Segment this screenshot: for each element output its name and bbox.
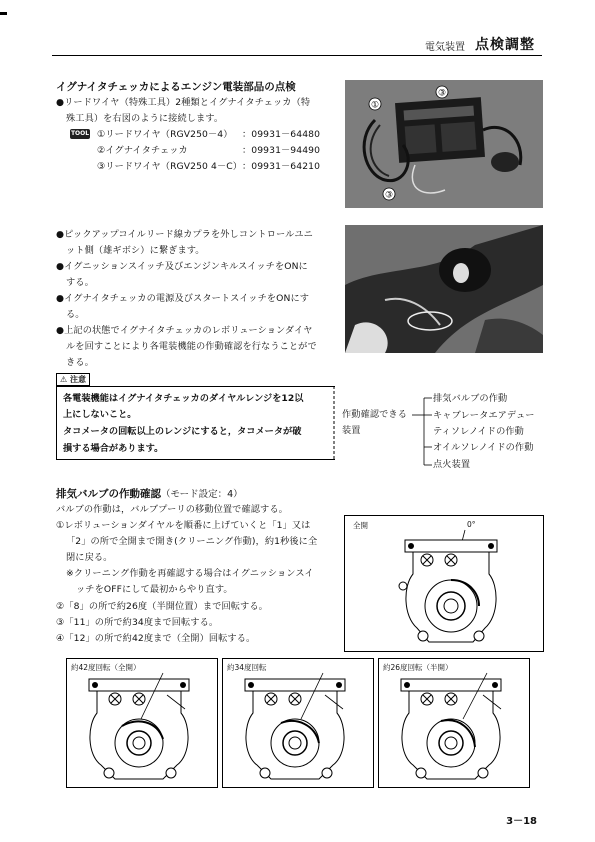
bullet-line-4: する。	[66, 277, 94, 288]
tool-badge-icon: TOOL	[70, 130, 90, 137]
figure-valve-42deg	[66, 658, 218, 788]
sec2-line-7: ②「8」の所で約26度（半開位置）まで回転する。	[56, 601, 268, 612]
header-rule	[52, 55, 542, 56]
tree-item-4: オイルソレノイドの作動	[433, 442, 534, 453]
caution-label: ⚠ 注意	[56, 373, 90, 386]
bullet-line-8: ルを回すことにより各電装機能の作動確認を行なうことがで	[66, 341, 317, 352]
tree-root-line2: 装置	[342, 425, 361, 436]
sec2-line-6: ッチをOFFにして最初からやり直す。	[76, 584, 233, 595]
bullet-line-2: ット側（雄ギボシ）に繋ぎます。	[66, 245, 205, 256]
section2-heading	[56, 486, 243, 501]
fig-main-angle: 0°	[467, 520, 476, 529]
para1-line1: ●リードワイヤ（特殊工具）2種類とイグナイタチェッカ（特	[56, 97, 311, 108]
header-section: 電気装置	[425, 42, 465, 53]
tree-item-1: 排気バルブの作動	[433, 393, 508, 404]
section2-title: 排気バルブの作動確認	[56, 488, 161, 500]
tree-connector	[410, 395, 435, 470]
tool-1-name: ①リードワイヤ（RGV250－4）	[97, 129, 233, 140]
caution-line-3: タコメータの回転以上のレンジにすると，タコメータが破	[63, 426, 302, 437]
figure-valve-34deg	[222, 658, 374, 788]
sec2-line-2: ①レボリューションダイヤルを順番に上げていくと「1」又は	[56, 520, 311, 531]
photo1-label-3b: ③	[384, 190, 394, 201]
tool-1-code: ：09931－64480	[242, 129, 321, 140]
caution-line-4: 損する場合があります。	[63, 443, 164, 454]
fig-26-caption: 約26度回転（半開）	[383, 663, 453, 672]
photo1-label-1: ①	[370, 100, 380, 111]
tool-2-name: ②イグナイタチェッカ	[97, 145, 188, 156]
tree-item-2: キャブレータエアデュー	[433, 410, 535, 421]
tree-root-line1: 作動確認できる	[342, 409, 408, 420]
figure-valve-full-open	[344, 515, 544, 652]
corner-mark	[0, 12, 7, 15]
tool-3-name: ③リードワイヤ（RGV250 4－C）	[97, 161, 243, 172]
bullet-line-9: きる。	[66, 357, 94, 368]
photo-engine-connection	[345, 225, 543, 353]
bullet-line-6: る。	[66, 309, 85, 320]
fig-34-caption: 約34度回転	[227, 663, 267, 672]
page-number: 3－18	[506, 816, 537, 827]
sec2-line-3: 「2」の所で全開まで開き(クリーニング作動)，約1秒後に全	[66, 536, 318, 547]
tree-item-3: ティソレノイドの作動	[433, 426, 524, 437]
header-title: 点検調整	[475, 37, 535, 53]
fig-main-caption: 全開	[353, 521, 368, 530]
sec2-line-8: ③「11」の所で約34度まで回転する。	[56, 617, 219, 628]
sec2-line-4: 閉に戻る。	[66, 552, 113, 563]
photo1-label-3a: ③	[437, 88, 447, 99]
caution-line-2: 上にしないこと。	[63, 409, 137, 420]
sec2-line-9: ④「12」の所で約42度まで（全開）回転する。	[56, 633, 256, 644]
caution-box-dashed-edge	[332, 386, 336, 460]
bullet-line-7: ●上記の状態でイグナイタチェッカのレボリューションダイヤ	[56, 325, 313, 336]
sec2-line-5: ※クリーニング作動を再確認する場合はイグニッションスイ	[66, 568, 314, 579]
tool-2-code: ：09931－94490	[242, 145, 321, 156]
photo-igniter-checker	[345, 80, 543, 208]
sec2-line-1: バルブの作動は，バルブプーリの移動位置で確認する。	[56, 504, 288, 515]
para1-line2: 殊工具）を右図のように接続します。	[66, 113, 224, 124]
section2-mode: （モード設定：4）	[161, 489, 243, 500]
bullet-line-1: ●ピックアップコイルリード線カプラを外しコントロールユニ	[56, 229, 313, 240]
section1-heading: イグナイタチェッカによるエンジン電装部品の点検	[56, 81, 296, 93]
caution-box	[56, 386, 335, 460]
caution-line-1: 各電装機能はイグナイタチェッカのダイヤルレンジを12以	[63, 393, 304, 404]
bullet-line-3: ●イグニッションスイッチ及びエンジンキルスイッチをONに	[56, 261, 308, 272]
tree-item-5: 点火装置	[433, 459, 471, 470]
tool-3-code: ：09931－64210	[242, 161, 321, 172]
bullet-line-5: ●イグナイタチェッカの電源及びスタートスイッチをONにす	[56, 293, 310, 304]
figure-valve-26deg	[378, 658, 530, 788]
fig-42-caption: 約42度回転（全開）	[71, 663, 141, 672]
